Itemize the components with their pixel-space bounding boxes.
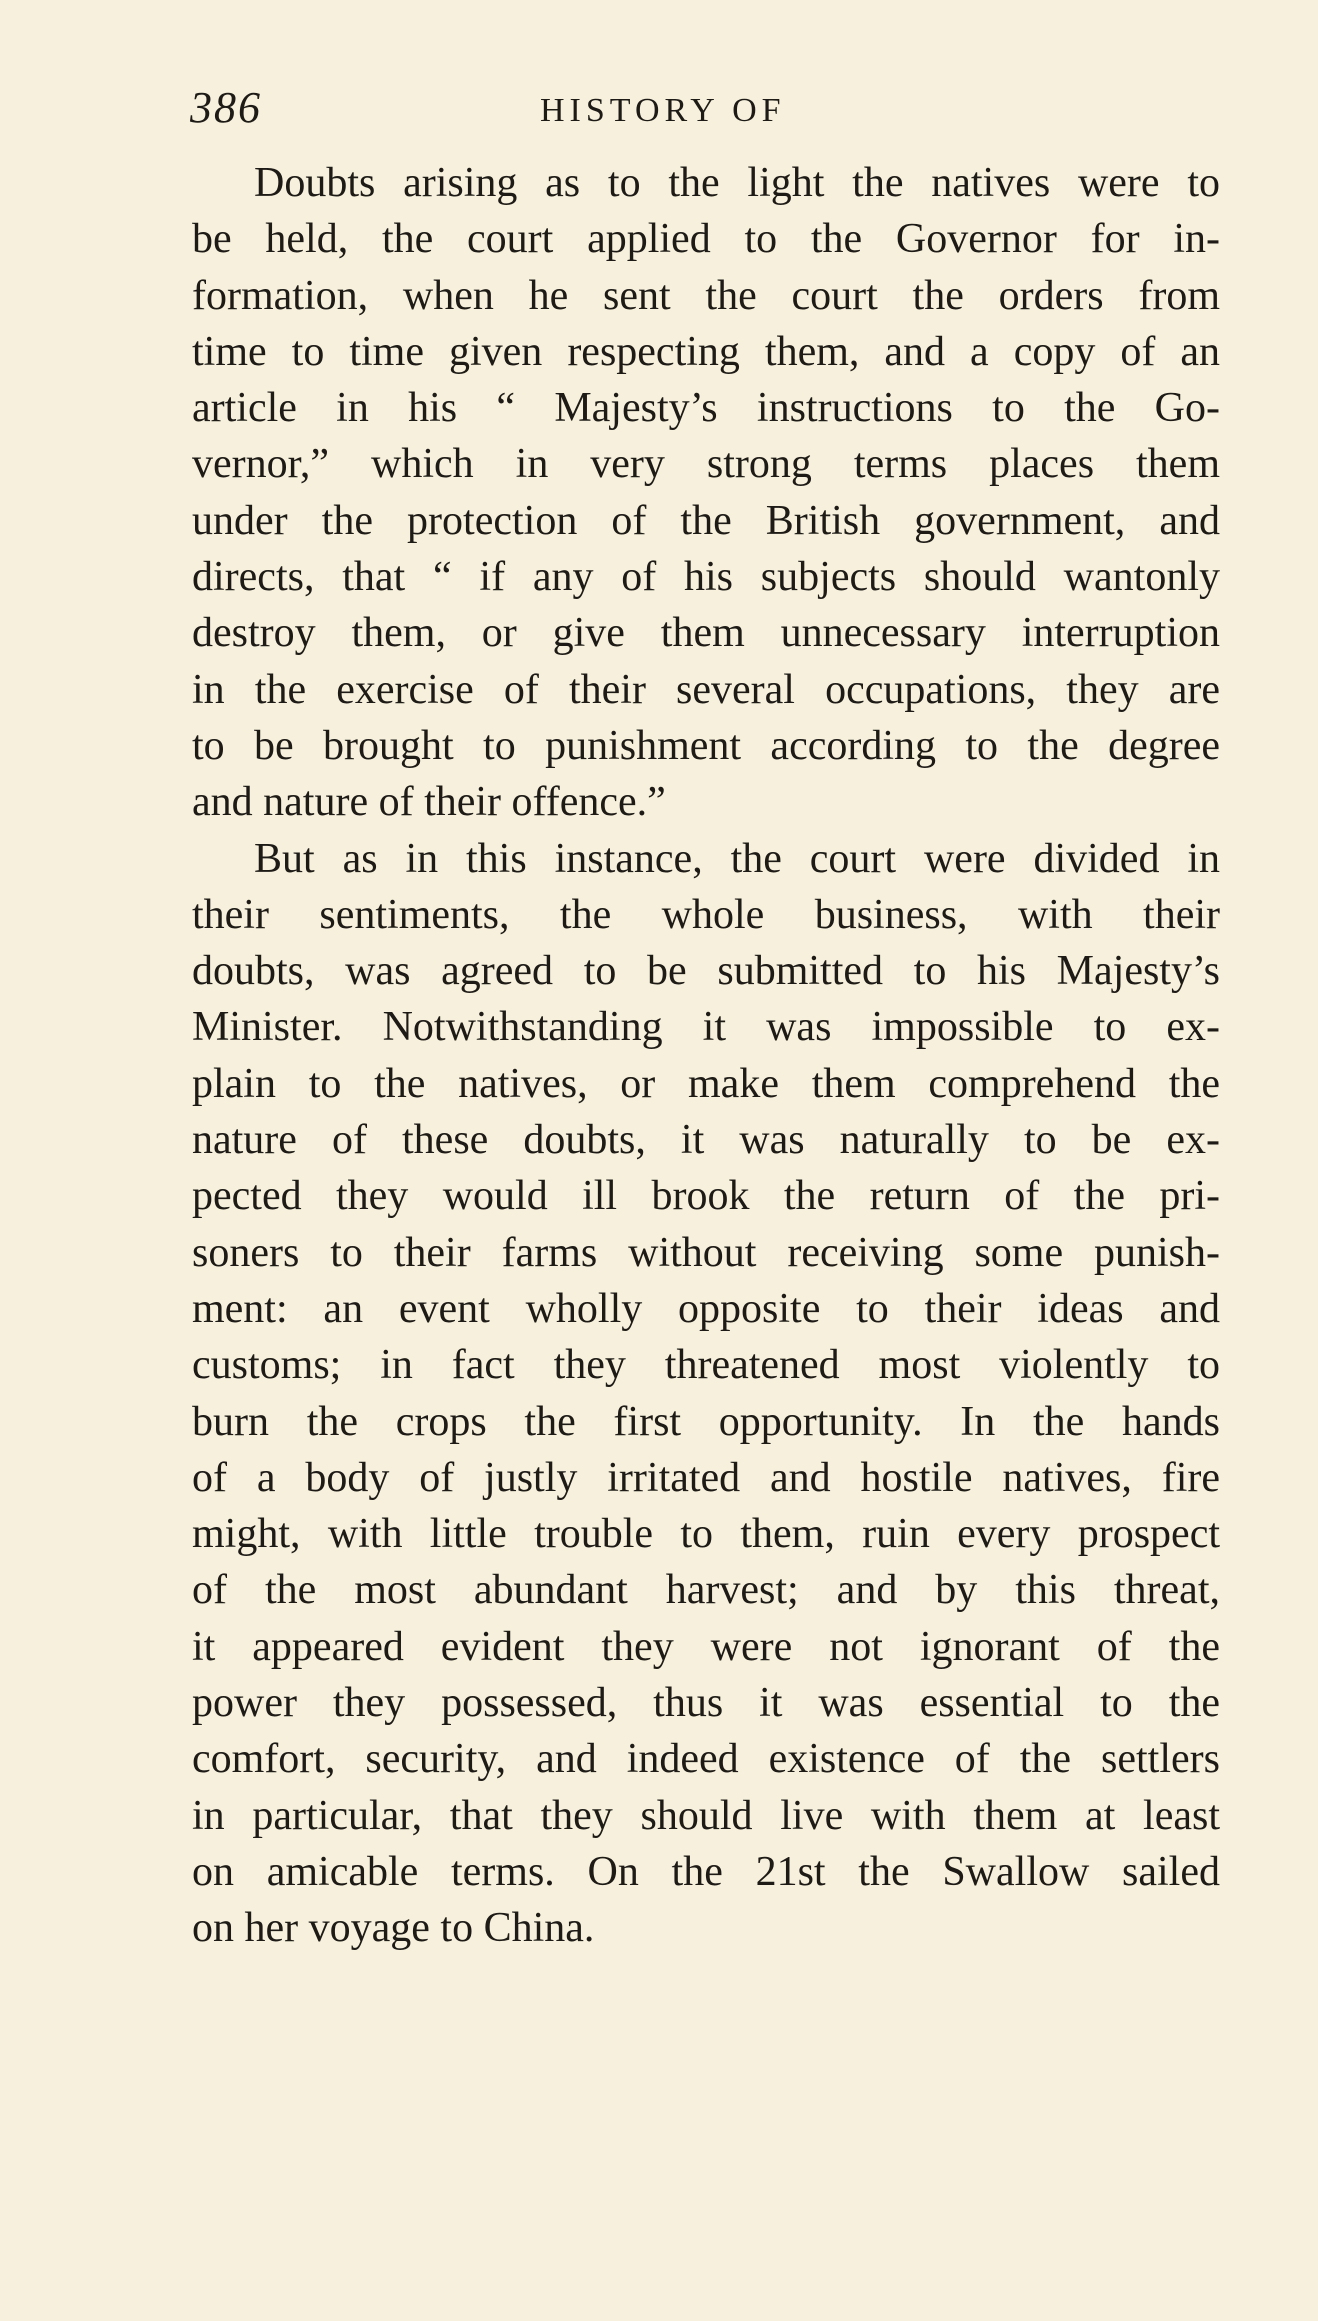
text-line: article in his “ Majesty’s instructions to the Go- xyxy=(192,385,1220,432)
text-line: formation, when he sent the court the orders from xyxy=(192,272,1220,319)
text-line: in the exercise of their several occupations, they are xyxy=(192,666,1220,713)
page-number: 386 xyxy=(190,83,262,132)
text-line: vernor,” which in very strong terms places them xyxy=(192,441,1220,488)
text-line: destroy them, or give them unnecessary interruption xyxy=(192,610,1220,657)
text-line: might, with little trouble to them, ruin every prospect xyxy=(192,1511,1220,1558)
text-line: on amicable terms. On the 21st the Swallow sailed xyxy=(192,1848,1220,1895)
text-line: and nature of their offence.” xyxy=(192,779,666,826)
text-line: ment: an event wholly opposite to their ideas and xyxy=(192,1285,1220,1332)
text-line: burn the crops the first opportunity. In the hands xyxy=(192,1398,1220,1445)
text-line: soners to their farms without receiving some punish- xyxy=(192,1229,1220,1276)
text-line: But as in this instance, the court were divided in xyxy=(254,835,1220,882)
text-line: customs; in fact they threatened most violently to xyxy=(192,1342,1220,1389)
text-line: directs, that “ if any of his subjects should wantonly xyxy=(192,554,1220,601)
body-text xyxy=(192,155,1220,1957)
text-line: under the protection of the British government, and xyxy=(192,497,1220,544)
text-line: of a body of justly irritated and hostile natives, fire xyxy=(192,1454,1220,1501)
text-line: time to time given respecting them, and a copy of an xyxy=(192,328,1220,375)
text-line: in particular, that they should live with them at least xyxy=(192,1792,1220,1839)
text-line: to be brought to punishment according to the degree xyxy=(192,722,1220,769)
text-line: on her voyage to China. xyxy=(192,1905,595,1952)
text-line: comfort, security, and indeed existence of the settlers xyxy=(192,1736,1220,1783)
running-title: HISTORY OF xyxy=(540,92,786,129)
text-line: pected they would ill brook the return of the pri- xyxy=(192,1173,1220,1220)
text-line: their sentiments, the whole business, with their xyxy=(192,891,1220,938)
running-head xyxy=(0,82,1318,142)
text-line: be held, the court applied to the Governor for in- xyxy=(192,216,1220,263)
text-line: Minister. Notwithstanding it was impossible to ex- xyxy=(192,1004,1220,1051)
text-line: power they possessed, thus it was essential to the xyxy=(192,1680,1220,1727)
text-line: doubts, was agreed to be submitted to his Majesty’s xyxy=(192,948,1220,995)
text-line: it appeared evident they were not ignorant of the xyxy=(192,1623,1220,1670)
text-line: plain to the natives, or make them comprehend the xyxy=(192,1060,1220,1107)
text-line: nature of these doubts, it was naturally to be ex- xyxy=(192,1117,1220,1164)
text-line: Doubts arising as to the light the natives were to xyxy=(254,160,1220,206)
text-line: of the most abundant harvest; and by this threat, xyxy=(192,1567,1220,1614)
